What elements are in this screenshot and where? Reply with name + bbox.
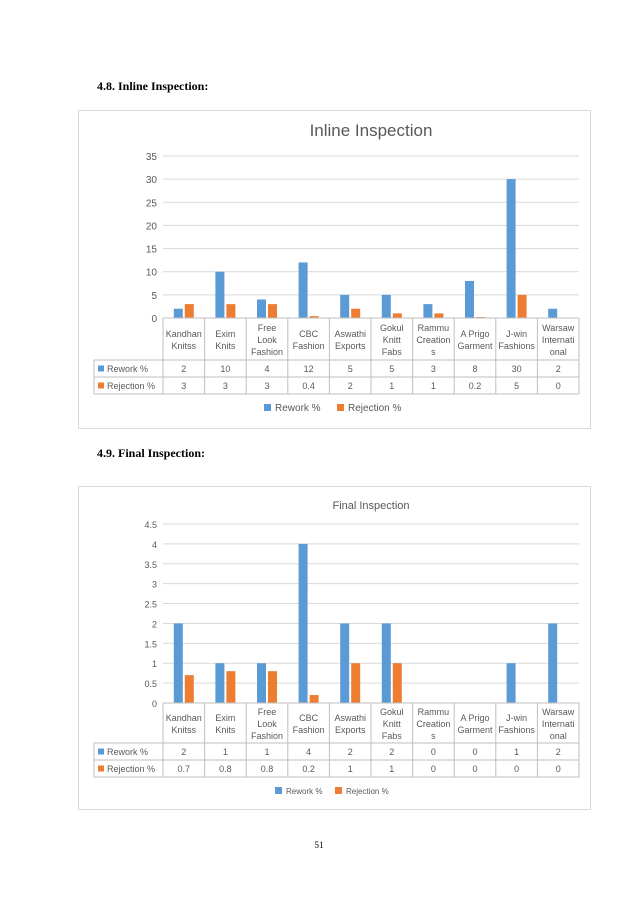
page-number: 51 xyxy=(314,840,324,850)
data-table-value: 1 xyxy=(222,747,228,757)
data-table-value: 5 xyxy=(389,364,395,374)
y-tick-label: 15 xyxy=(145,244,157,256)
data-table-value: 5 xyxy=(514,381,520,391)
legend-key-rework xyxy=(98,366,104,372)
chart-title: Inline Inspection xyxy=(309,121,433,140)
bar-rejection xyxy=(185,304,194,318)
category-label: Knitss xyxy=(171,341,197,351)
data-table-value: 1 xyxy=(389,381,395,391)
data-table-value: 3 xyxy=(430,364,436,374)
data-table-value: 0.2 xyxy=(468,381,482,391)
data-table-value: 3 xyxy=(264,381,270,391)
category-label: Fashion xyxy=(292,341,325,351)
y-tick-label: 30 xyxy=(145,175,157,187)
category-label: Fashions xyxy=(498,341,535,351)
category-label: Garment xyxy=(457,341,493,351)
bar-rejection xyxy=(518,295,527,318)
data-table-value: 2 xyxy=(181,364,187,374)
bar-rework xyxy=(215,663,224,703)
category-label: CBC xyxy=(299,329,319,339)
data-table-value: 1 xyxy=(347,764,353,774)
bar-rework xyxy=(340,295,349,318)
bar-rework xyxy=(507,663,516,703)
category-label: Creation xyxy=(416,335,451,345)
data-table-value: 5 xyxy=(347,364,353,374)
data-table-value: 1 xyxy=(264,747,270,757)
category-label: Warsaw xyxy=(542,323,575,333)
inline-inspection-chart-svg xyxy=(79,111,590,428)
category-label: Knits xyxy=(215,341,236,351)
category-label: Look xyxy=(257,719,277,729)
bar-rework xyxy=(215,272,224,318)
legend-swatch-rework xyxy=(264,404,271,411)
y-tick-label: 2.5 xyxy=(144,599,157,610)
y-tick-label: 0 xyxy=(151,699,157,709)
section-heading-inline: 4.8. Inline Inspection: xyxy=(97,79,209,93)
category-label: Exim xyxy=(215,329,236,339)
bar-rework xyxy=(299,544,308,703)
category-label: Free xyxy=(257,323,277,333)
bar-rejection xyxy=(226,304,235,318)
y-tick-label: 20 xyxy=(145,221,157,233)
data-table-value: 2 xyxy=(347,381,353,391)
legend-swatch-rejection xyxy=(335,787,342,794)
data-table-value: 0 xyxy=(472,764,478,774)
bar-rework xyxy=(382,295,391,318)
category-label: Internati xyxy=(541,719,575,729)
data-table-value: 0 xyxy=(555,381,561,391)
category-label: Gokul xyxy=(380,707,404,717)
bar-rework xyxy=(174,623,183,703)
data-table-value: 0 xyxy=(430,764,436,774)
category-label: s xyxy=(431,347,436,357)
legend-label: Rejection % xyxy=(348,403,402,414)
data-table-value: 0 xyxy=(430,747,436,757)
category-label: Free xyxy=(257,707,277,717)
data-table-value: 8 xyxy=(472,364,478,374)
data-table-value: 0.8 xyxy=(260,764,274,774)
bar-rejection xyxy=(351,663,360,703)
category-label: Rammu xyxy=(417,323,450,333)
category-label: Exports xyxy=(334,341,366,351)
y-tick-label: 4 xyxy=(151,539,157,550)
data-table-value: 2 xyxy=(347,747,353,757)
category-label: onal xyxy=(549,347,567,357)
bar-rejection xyxy=(393,663,402,703)
category-label: Aswathi xyxy=(334,713,366,723)
bar-rework xyxy=(548,623,557,703)
data-table-value: 3 xyxy=(181,381,187,391)
category-label: Knitt xyxy=(382,719,401,729)
category-label: Warsaw xyxy=(542,707,575,717)
data-table-value: 2 xyxy=(389,747,395,757)
bar-rejection xyxy=(268,671,277,703)
final-inspection-chart-svg xyxy=(79,487,590,809)
y-tick-label: 25 xyxy=(145,198,157,210)
data-table-value: 2 xyxy=(181,747,187,757)
data-table-value: 2 xyxy=(555,364,561,374)
category-label: Exim xyxy=(215,713,236,723)
y-tick-label: 5 xyxy=(151,290,157,302)
bar-rework xyxy=(465,281,474,318)
bar-rejection xyxy=(185,675,194,703)
bar-rework xyxy=(548,309,557,318)
bar-rework xyxy=(299,262,308,318)
bar-rework xyxy=(423,304,432,318)
category-label: J-win xyxy=(506,713,528,723)
category-label: Aswathi xyxy=(334,329,366,339)
chart-title: Final Inspection xyxy=(332,500,410,512)
y-tick-label: 10 xyxy=(145,267,157,279)
category-label: Exports xyxy=(334,725,366,735)
category-label: Fabs xyxy=(381,731,402,741)
legend-key-rejection xyxy=(98,383,104,389)
category-label: A Prigo xyxy=(460,329,490,339)
data-table-value: 1 xyxy=(430,381,436,391)
y-tick-label: 2 xyxy=(151,619,157,630)
category-label: Fashion xyxy=(250,347,284,357)
y-tick-label: 35 xyxy=(145,152,157,163)
category-label: Rammu xyxy=(417,707,450,717)
series-row-label: Rework % xyxy=(107,747,149,757)
y-tick-label: 1 xyxy=(151,659,157,670)
series-row-label: Rework % xyxy=(107,364,149,374)
legend-key-rejection xyxy=(98,766,104,772)
series-row-label: Rejection % xyxy=(107,381,156,391)
data-table-value: 4 xyxy=(306,747,312,757)
data-table-value: 0.2 xyxy=(302,764,315,774)
category-label: Creation xyxy=(416,719,451,729)
category-label: Internati xyxy=(541,335,575,345)
legend-swatch-rejection xyxy=(337,404,344,411)
data-table-value: 0 xyxy=(555,764,561,774)
bar-rework xyxy=(382,623,391,703)
bar-rework xyxy=(257,663,266,703)
category-label: Knitt xyxy=(382,335,401,345)
data-table-value: 0 xyxy=(514,764,520,774)
data-table-value: 10 xyxy=(220,364,231,374)
data-table-value: 12 xyxy=(303,364,314,374)
category-label: Kandhan xyxy=(165,713,202,723)
legend-label: Rework % xyxy=(286,787,323,796)
bar-rejection xyxy=(393,313,402,318)
data-table-value: 1 xyxy=(389,764,395,774)
y-tick-label: 0 xyxy=(151,314,157,325)
category-label: J-win xyxy=(506,329,528,339)
category-label: Gokul xyxy=(380,323,404,333)
category-label: Kandhan xyxy=(165,329,202,339)
data-table-value: 4 xyxy=(264,364,270,374)
bar-rework xyxy=(507,179,516,318)
series-row-label: Rejection % xyxy=(107,764,156,774)
y-tick-label: 4.5 xyxy=(144,520,157,530)
data-table-value: 0.7 xyxy=(177,764,191,774)
category-label: Knitss xyxy=(171,725,197,735)
section-heading-final: 4.9. Final Inspection: xyxy=(97,446,206,460)
y-tick-label: 3.5 xyxy=(144,559,157,570)
data-table-value: 2 xyxy=(555,747,561,757)
y-tick-label: 1.5 xyxy=(144,639,157,650)
category-label: Fashions xyxy=(498,725,535,735)
category-label: Knits xyxy=(215,725,236,735)
y-tick-label: 3 xyxy=(151,579,157,590)
inline-inspection-chart xyxy=(78,110,591,429)
data-table-value: 0.4 xyxy=(302,381,315,391)
bar-rejection xyxy=(434,313,443,318)
bar-rejection xyxy=(268,304,277,318)
data-table-value: 0.8 xyxy=(219,764,232,774)
category-label: Fashion xyxy=(250,731,284,741)
final-inspection-chart xyxy=(78,486,591,810)
category-label: Fashion xyxy=(292,725,325,735)
category-label: CBC xyxy=(299,713,319,723)
category-label: s xyxy=(431,731,436,741)
bar-rework xyxy=(257,299,266,318)
y-tick-label: 0.5 xyxy=(144,679,157,690)
data-table-value: 3 xyxy=(222,381,228,391)
data-table-value: 1 xyxy=(514,747,520,757)
legend-swatch-rework xyxy=(275,787,282,794)
category-label: Fabs xyxy=(381,347,402,357)
bar-rejection xyxy=(226,671,235,703)
data-table-value: 0 xyxy=(472,747,478,757)
bar-rework xyxy=(340,623,349,703)
legend-label: Rejection % xyxy=(346,787,389,796)
category-label: onal xyxy=(549,731,567,741)
bar-rejection xyxy=(351,309,360,318)
category-label: Garment xyxy=(457,725,493,735)
category-label: Look xyxy=(257,335,277,345)
category-label: A Prigo xyxy=(460,713,490,723)
legend-key-rework xyxy=(98,749,104,755)
legend-label: Rework % xyxy=(275,403,321,414)
bar-rejection xyxy=(310,695,319,703)
bar-rework xyxy=(174,309,183,318)
data-table-value: 30 xyxy=(511,364,522,374)
